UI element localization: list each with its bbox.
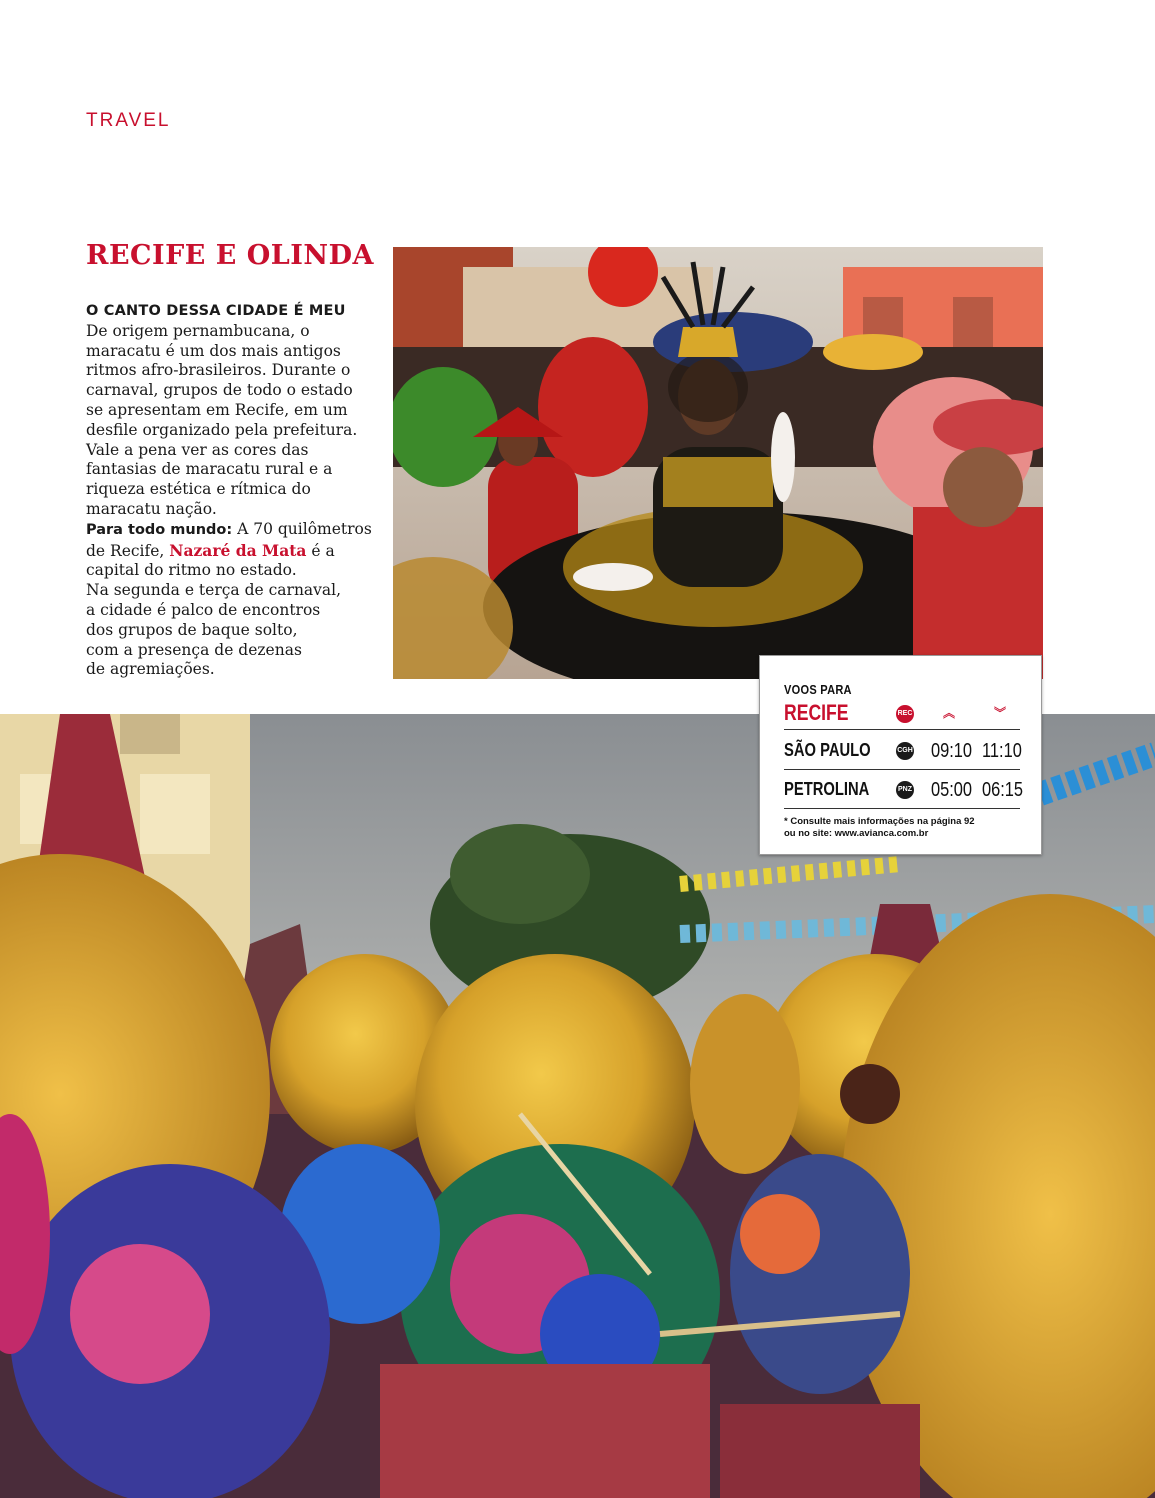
footnote-line: * Consulte mais informações na página 92 (784, 816, 975, 827)
flights-destination: RECIFE (784, 700, 849, 725)
text-line: Na segunda e terça de carnaval, (86, 581, 342, 600)
text-line: se apresentam em Recife, em um (86, 400, 348, 419)
text-line: de agremiações. (86, 660, 215, 679)
text-line: ritmos afro-brasileiros. Durante o (86, 361, 351, 380)
flight-info-box (759, 655, 1042, 855)
divider (784, 808, 1020, 809)
flight-departure-time: 05:00 (931, 779, 973, 801)
article-paragraph-2 (86, 520, 371, 680)
text-line (86, 541, 371, 562)
text-line: carnaval, grupos de todo o estado (86, 381, 353, 400)
paragraph-lead: Para todo mundo: (86, 521, 233, 538)
flight-departure-time: 09:10 (931, 740, 973, 762)
place-link-nazare-da-mata[interactable]: Nazaré da Mata (169, 540, 307, 560)
flight-arrival-time: 06:15 (982, 779, 1024, 801)
chevron-down-double-icon: ︾ (994, 706, 1007, 720)
article-body (86, 302, 371, 680)
text-line: maracatu é um dos mais antigos (86, 341, 341, 360)
text-line (86, 520, 371, 541)
divider (784, 769, 1020, 770)
airport-code-badge: PNZ (896, 781, 914, 799)
footnote-line: ou no site: www.avianca.com.br (784, 828, 929, 839)
flights-footnote (784, 816, 1024, 840)
text-fragment: de Recife, (86, 541, 170, 560)
text-fragment: A 70 quilômetros (232, 519, 372, 538)
article-paragraph-1 (86, 322, 371, 520)
flight-row-origin: PETROLINA (784, 779, 870, 799)
airport-code-badge: CGH (896, 742, 914, 760)
flight-row-origin: SÃO PAULO (784, 740, 871, 760)
article-subhead: O CANTO DESSA CIDADE É MEU (86, 303, 346, 319)
text-line: a cidade é palco de encontros (86, 600, 321, 619)
divider (784, 729, 1020, 730)
text-line: capital do ritmo no estado. (86, 561, 297, 580)
text-line: Vale a pena ver as cores das (86, 440, 309, 459)
flights-title: VOOS PARA (784, 682, 852, 697)
carnival-queen-photo (393, 247, 1043, 679)
text-fragment: é a (306, 541, 335, 560)
section-label: TRAVEL (86, 110, 171, 131)
airport-code-badge-destination: REC (896, 705, 914, 723)
text-line: dos grupos de baque solto, (86, 620, 298, 639)
text-line: maracatu nação. (86, 499, 217, 518)
chevron-up-double-icon: ︽ (943, 706, 956, 720)
text-line: De origem pernambucana, o (86, 321, 310, 340)
text-line: desfile organizado pela prefeitura. (86, 420, 358, 439)
article-headline: RECIFE E OLINDA (86, 240, 374, 271)
text-line: riqueza estética e rítmica do (86, 480, 311, 499)
text-line: com a presença de dezenas (86, 640, 302, 659)
flight-arrival-time: 11:10 (982, 740, 1022, 762)
text-line: fantasias de maracatu rural e a (86, 460, 333, 479)
